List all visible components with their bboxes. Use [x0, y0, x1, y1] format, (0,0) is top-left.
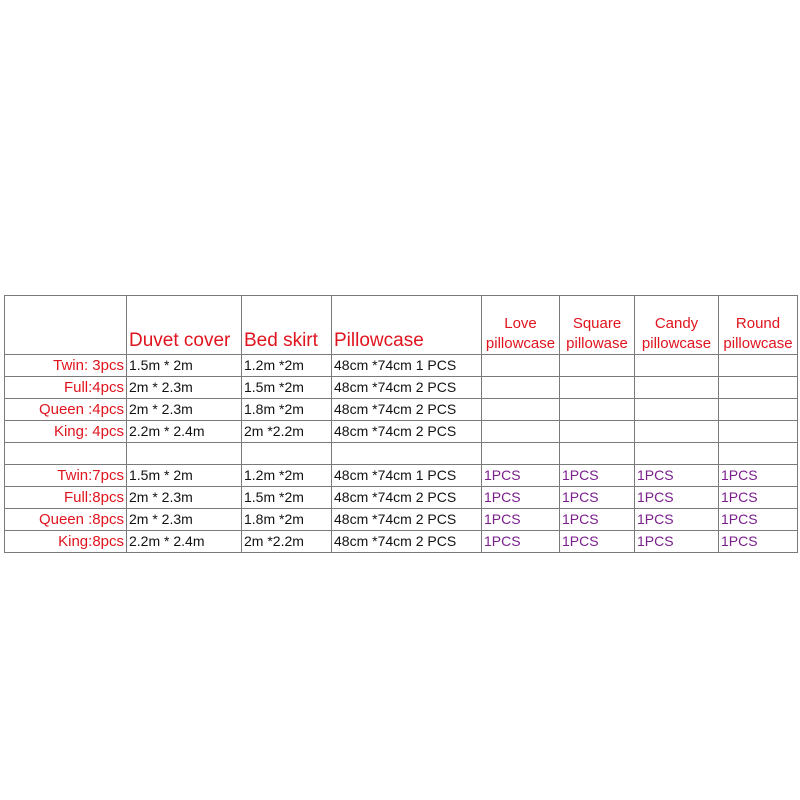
empty-cell [635, 355, 719, 377]
candy-pillowcase-qty: 1PCS [635, 465, 719, 487]
duvet-size: 2.2m * 2.4m [127, 421, 242, 443]
round-pillowcase-qty: 1PCS [719, 509, 798, 531]
bed-skirt-size: 1.5m *2m [242, 377, 332, 399]
row-label: Full:4pcs [5, 377, 127, 399]
header-round-line2: pillowcase [723, 335, 793, 352]
size-table [4, 295, 798, 553]
pillowcase-size: 48cm *74cm 1 PCS [332, 355, 482, 377]
bed-skirt-size: 1.2m *2m [242, 355, 332, 377]
header-corner [5, 296, 127, 355]
empty-cell [635, 421, 719, 443]
square-pillowcase-qty: 1PCS [560, 509, 635, 531]
table-row [5, 531, 798, 553]
empty-cell [127, 443, 242, 465]
pillowcase-size: 48cm *74cm 1 PCS [332, 465, 482, 487]
square-pillowcase-qty: 1PCS [560, 465, 635, 487]
bed-skirt-size: 1.2m *2m [242, 465, 332, 487]
empty-cell [560, 399, 635, 421]
table-row [5, 399, 798, 421]
empty-cell [719, 355, 798, 377]
header-square-line1: Square [572, 315, 622, 332]
row-label: King:8pcs [5, 531, 127, 553]
bed-skirt-size: 1.8m *2m [242, 399, 332, 421]
header-love-pillowcase [482, 296, 560, 355]
empty-cell [560, 355, 635, 377]
empty-cell [482, 377, 560, 399]
candy-pillowcase-qty: 1PCS [635, 531, 719, 553]
love-pillowcase-qty: 1PCS [482, 509, 560, 531]
row-label: Full:8pcs [5, 487, 127, 509]
square-pillowcase-qty: 1PCS [560, 487, 635, 509]
pillowcase-size: 48cm *74cm 2 PCS [332, 421, 482, 443]
duvet-size: 2m * 2.3m [127, 509, 242, 531]
duvet-size: 1.5m * 2m [127, 355, 242, 377]
duvet-size: 2m * 2.3m [127, 377, 242, 399]
duvet-size: 2.2m * 2.4m [127, 531, 242, 553]
table-row [5, 355, 798, 377]
empty-cell [719, 443, 798, 465]
table-row [5, 465, 798, 487]
row-label: King: 4pcs [5, 421, 127, 443]
row-label: Twin:7pcs [5, 465, 127, 487]
table-row [5, 421, 798, 443]
round-pillowcase-qty: 1PCS [719, 531, 798, 553]
header-bed-skirt: Bed skirt [242, 296, 332, 355]
empty-cell [332, 443, 482, 465]
header-row [5, 296, 798, 355]
header-square-line2: pillowase [566, 335, 628, 352]
table-row [5, 377, 798, 399]
pillowcase-size: 48cm *74cm 2 PCS [332, 377, 482, 399]
header-candy-line2: pillowcase [641, 335, 712, 352]
duvet-size: 2m * 2.3m [127, 399, 242, 421]
empty-cell [635, 377, 719, 399]
empty-cell [719, 421, 798, 443]
empty-cell [482, 421, 560, 443]
love-pillowcase-qty: 1PCS [482, 531, 560, 553]
header-pillowcase: Pillowcase [332, 296, 482, 355]
spacer-row [5, 443, 798, 465]
empty-cell [482, 399, 560, 421]
table-row [5, 509, 798, 531]
candy-pillowcase-qty: 1PCS [635, 487, 719, 509]
round-pillowcase-qty: 1PCS [719, 487, 798, 509]
row-label: Twin: 3pcs [5, 355, 127, 377]
pillowcase-size: 48cm *74cm 2 PCS [332, 487, 482, 509]
empty-cell [719, 377, 798, 399]
header-round-line1: Round [735, 315, 781, 332]
header-duvet-cover: Duvet cover [127, 296, 242, 355]
bed-skirt-size: 2m *2.2m [242, 421, 332, 443]
empty-cell [482, 355, 560, 377]
empty-cell [560, 443, 635, 465]
header-square-pillowcase [560, 296, 635, 355]
bed-skirt-size: 1.5m *2m [242, 487, 332, 509]
square-pillowcase-qty: 1PCS [560, 531, 635, 553]
empty-cell [560, 421, 635, 443]
header-love-line2: pillowcase [485, 335, 556, 352]
empty-cell [635, 399, 719, 421]
duvet-size: 1.5m * 2m [127, 465, 242, 487]
love-pillowcase-qty: 1PCS [482, 487, 560, 509]
empty-cell [719, 399, 798, 421]
empty-cell [482, 443, 560, 465]
row-label: Queen :8pcs [5, 509, 127, 531]
header-candy-line1: Candy [654, 315, 699, 332]
header-candy-pillowcase [635, 296, 719, 355]
empty-cell [5, 443, 127, 465]
pillowcase-size: 48cm *74cm 2 PCS [332, 399, 482, 421]
header-round-pillowcase [719, 296, 798, 355]
love-pillowcase-qty: 1PCS [482, 465, 560, 487]
round-pillowcase-qty: 1PCS [719, 465, 798, 487]
empty-cell [560, 377, 635, 399]
bed-skirt-size: 1.8m *2m [242, 509, 332, 531]
empty-cell [635, 443, 719, 465]
table-row [5, 487, 798, 509]
bed-skirt-size: 2m *2.2m [242, 531, 332, 553]
row-label: Queen :4pcs [5, 399, 127, 421]
pillowcase-size: 48cm *74cm 2 PCS [332, 509, 482, 531]
pillowcase-size: 48cm *74cm 2 PCS [332, 531, 482, 553]
duvet-size: 2m * 2.3m [127, 487, 242, 509]
empty-cell [242, 443, 332, 465]
candy-pillowcase-qty: 1PCS [635, 509, 719, 531]
header-love-line1: Love [504, 315, 537, 332]
